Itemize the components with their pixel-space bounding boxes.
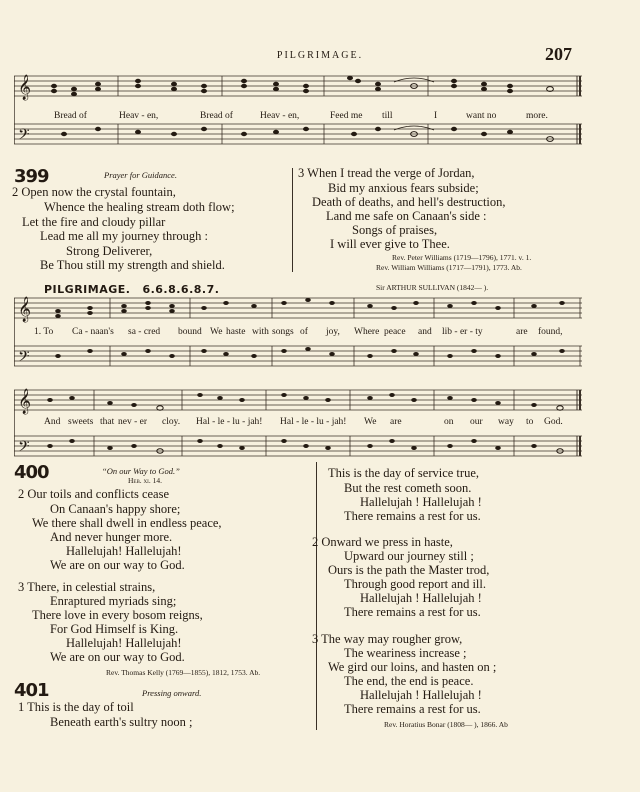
lyric-syllable: haste xyxy=(226,327,246,337)
author-credit: Rev. Thomas Kelly (1769—1855), 1812, 1753. Ab. xyxy=(106,668,261,677)
verse-line: There remains a rest for us. xyxy=(344,509,481,523)
lyrics-system-2 xyxy=(14,417,582,429)
lyrics-system-1 xyxy=(14,327,582,339)
author-credit: Rev. William Williams (1717—1791), 1773. Ab. xyxy=(376,263,522,272)
column-divider xyxy=(316,462,317,730)
verse-line: Be Thou still my strength and shield. xyxy=(40,258,225,272)
svg-text:𝄢: 𝄢 xyxy=(18,438,30,458)
lyric-syllable: Heav - en, xyxy=(260,111,300,121)
lyric-syllable: way xyxy=(498,417,514,427)
lyric-syllable: Bread of xyxy=(200,111,233,121)
lyric-syllable: cloy. xyxy=(162,417,181,427)
svg-text:𝄞: 𝄞 xyxy=(18,388,32,413)
lyric-syllable: our xyxy=(470,417,483,427)
verse-line: For God Himself is King. xyxy=(50,622,179,636)
hymn-number-401: 401 xyxy=(14,680,49,701)
verse-line: We are on our way to God. xyxy=(50,558,185,572)
page-number: 207 xyxy=(545,44,572,64)
lyric-syllable: till xyxy=(382,111,393,121)
lyric-syllable: Hal - le - lu - jah! xyxy=(196,417,263,427)
lyric-syllable: and xyxy=(418,327,432,337)
verse-line: Hallelujah! Hallelujah! xyxy=(66,544,182,558)
verse-line: Whence the healing stream doth flow; xyxy=(44,200,235,214)
lyric-syllable: peace xyxy=(384,327,406,337)
lyric-syllable: Heav - en, xyxy=(119,111,159,121)
verse-line: There love in every bosom reigns, xyxy=(32,608,203,622)
verse-line: 3 The way may rougher grow, xyxy=(312,632,463,646)
verse-line: Bid my anxious fears subside; xyxy=(328,181,479,195)
verse-line: Hallelujah! Hallelujah! xyxy=(66,636,182,650)
lyric-syllable: Bread of xyxy=(54,111,87,121)
verse-line: Hallelujah ! Hallelujah ! xyxy=(360,495,482,509)
lyric-syllable: with xyxy=(252,327,269,337)
verse-line: The end, the end is peace. xyxy=(344,674,474,688)
lyric-syllable: lib - er - ty xyxy=(442,327,483,337)
lyric-syllable: Where xyxy=(354,327,380,337)
verse-line: Let the fire and cloudy pillar xyxy=(22,215,166,229)
author-credit: Rev. Peter Williams (1719—1796), 1771. v. 1. xyxy=(392,253,532,262)
verse-line: 3 When I tread the verge of Jordan, xyxy=(298,166,475,180)
lyric-syllable: that xyxy=(100,417,115,427)
lyric-syllable: Hal - le - lu - jah! xyxy=(280,417,347,427)
lyric-syllable: sweets xyxy=(68,417,94,427)
lyric-syllable: nev - er xyxy=(118,417,148,427)
verse-line: Hallelujah ! Hallelujah ! xyxy=(360,688,482,702)
lyric-syllable: 1. To xyxy=(34,327,54,337)
hymn-399-subtitle: Prayer for Guidance. xyxy=(104,170,177,180)
verse-line: 3 There, in celestial strains, xyxy=(18,580,156,594)
lyric-syllable: to xyxy=(526,417,534,427)
verse-line: Upward our journey still ; xyxy=(344,549,474,563)
verse-line: This is the day of service true, xyxy=(328,466,479,480)
verse-line: We there shall dwell in endless peace, xyxy=(32,516,222,530)
lyric-syllable: are xyxy=(516,327,528,337)
lyric-syllable: on xyxy=(444,417,454,427)
lyric-syllable: more. xyxy=(526,111,548,121)
verse-line: There remains a rest for us. xyxy=(344,605,481,619)
verse-line: Death of deaths, and hell's destruction, xyxy=(312,195,506,209)
verse-line: The weariness increase ; xyxy=(344,646,467,660)
verse-line: Songs of praises, xyxy=(352,223,438,237)
hymn-number-399: 399 xyxy=(14,166,49,187)
lyric-syllable: of xyxy=(300,327,308,337)
lyric-syllable: Ca - naan's xyxy=(72,327,114,337)
column-divider xyxy=(292,168,293,272)
tune-name: PILGRIMAGE. xyxy=(44,283,131,296)
lyric-syllable: songs xyxy=(272,327,294,337)
lyric-syllable: God. xyxy=(544,417,563,427)
verse-line: 1 This is the day of toil xyxy=(18,700,134,714)
lyric-syllable: We xyxy=(364,417,377,427)
verse-line: I will ever give to Thee. xyxy=(330,237,450,251)
lyric-syllable: joy, xyxy=(326,327,340,337)
author-credit: Rev. Horatius Bonar (1808— ), 1866. Ab xyxy=(384,720,508,729)
hymn-400-subtitle: “On our Way to God.” xyxy=(102,466,180,476)
lyric-syllable: found, xyxy=(538,327,563,337)
lyric-syllable: I xyxy=(434,111,438,121)
lyric-syllable: Feed me xyxy=(330,111,363,121)
verse-line: And never hunger more. xyxy=(50,530,173,544)
hymn-401-subtitle: Pressing onward. xyxy=(142,688,202,698)
verse-line: But the rest cometh soon. xyxy=(344,481,472,495)
lyric-syllable: We xyxy=(210,327,223,337)
scripture-reference: Heb. xi. 14. xyxy=(128,476,162,485)
verse-line: Lead me all my journey through : xyxy=(40,229,209,243)
lyric-syllable: sa - cred xyxy=(128,327,161,337)
verse-line: We are on our way to God. xyxy=(50,650,185,664)
svg-text:𝄢: 𝄢 xyxy=(18,348,30,368)
verse-line: On Canaan's happy shore; xyxy=(50,502,181,516)
verse-line: Through good report and ill. xyxy=(344,577,486,591)
verse-line: We gird our loins, and hasten on ; xyxy=(328,660,497,674)
lyrics-top xyxy=(14,111,582,123)
lyric-syllable: want no xyxy=(466,111,497,121)
verse-line: 2 Onward we press in haste, xyxy=(312,535,453,549)
verse-line: Beneath earth's sultry noon ; xyxy=(50,715,193,729)
verse-line: Strong Deliverer, xyxy=(66,244,153,258)
verse-line: Ours is the path the Master trod, xyxy=(328,563,490,577)
verse-line: Hallelujah ! Hallelujah ! xyxy=(360,591,482,605)
verse-line: 2 Open now the crystal fountain, xyxy=(12,185,176,199)
lyric-syllable: are xyxy=(390,417,402,427)
lyric-syllable: And xyxy=(44,417,61,427)
composer-credit: Sir ARTHUR SULLIVAN (1842— ). xyxy=(376,283,489,292)
svg-text:𝄞: 𝄞 xyxy=(18,74,32,99)
verse-line: There remains a rest for us. xyxy=(344,702,481,716)
svg-text:𝄞: 𝄞 xyxy=(18,296,32,321)
lyric-syllable: bound xyxy=(178,327,202,337)
hymn-number-400: 400 xyxy=(14,462,49,483)
tune-meter: 6.6.8.6.8.7. xyxy=(142,283,220,296)
verse-line: Enraptured myriads sing; xyxy=(50,594,177,608)
running-title: PILGRIMAGE. xyxy=(276,50,364,61)
verse-line: Land me safe on Canaan's side : xyxy=(326,209,487,223)
svg-text:𝄢: 𝄢 xyxy=(18,126,30,146)
verse-line: 2 Our toils and conflicts cease xyxy=(18,487,169,501)
